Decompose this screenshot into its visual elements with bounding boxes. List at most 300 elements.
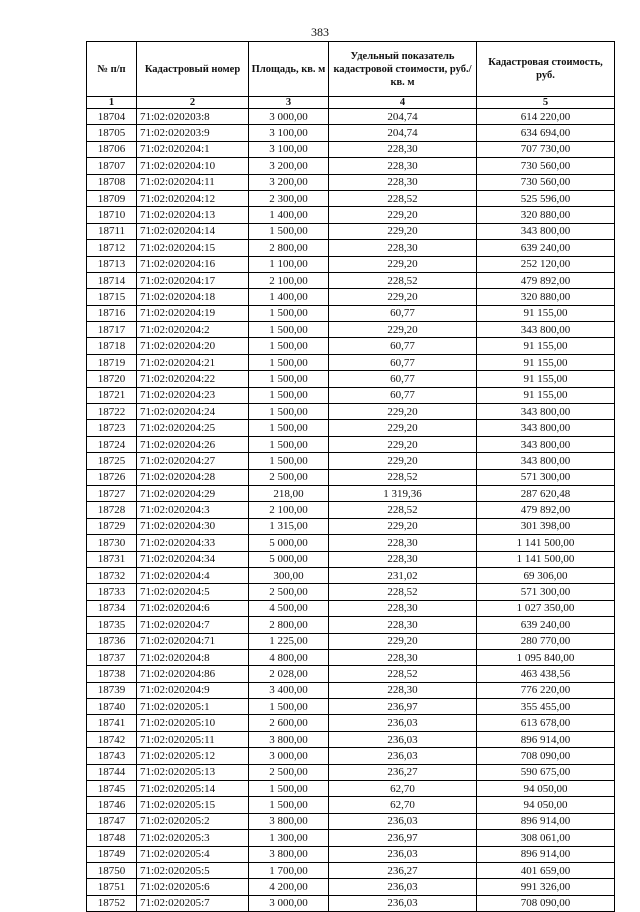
- table-row: [87, 289, 615, 305]
- cadastral-value-cell: 730 560,00: [477, 174, 615, 190]
- row-number-cell: 18737: [87, 649, 137, 665]
- table-row: [87, 862, 615, 878]
- area-cell: 1 500,00: [249, 223, 329, 239]
- cadastral-value-cell: 634 694,00: [477, 125, 615, 141]
- area-cell: 4 500,00: [249, 600, 329, 616]
- cadastral-value-cell: 896 914,00: [477, 731, 615, 747]
- cadastral-number-cell: 71:02:020204:8: [137, 649, 249, 665]
- specific-value-cell: 228,30: [329, 551, 477, 567]
- area-cell: 4 800,00: [249, 649, 329, 665]
- cadastral-number-cell: 71:02:020204:2: [137, 322, 249, 338]
- area-cell: 2 600,00: [249, 715, 329, 731]
- specific-value-cell: 228,52: [329, 584, 477, 600]
- specific-value-cell: 236,03: [329, 846, 477, 862]
- area-cell: 1 400,00: [249, 289, 329, 305]
- table-row: [87, 551, 615, 567]
- cadastral-number-cell: 71:02:020204:18: [137, 289, 249, 305]
- row-number-cell: 18727: [87, 485, 137, 501]
- area-cell: 3 100,00: [249, 125, 329, 141]
- specific-value-cell: 60,77: [329, 387, 477, 403]
- specific-value-cell: 60,77: [329, 371, 477, 387]
- column-number: 1: [87, 97, 137, 109]
- table-row: [87, 633, 615, 649]
- cadastral-value-cell: 343 800,00: [477, 404, 615, 420]
- cadastral-number-cell: 71:02:020204:10: [137, 158, 249, 174]
- table-row: [87, 600, 615, 616]
- area-cell: 3 200,00: [249, 158, 329, 174]
- header-row: [87, 42, 615, 97]
- row-number-cell: 18729: [87, 518, 137, 534]
- cadastral-number-cell: 71:02:020204:5: [137, 584, 249, 600]
- row-number-cell: 18720: [87, 371, 137, 387]
- cadastral-value-cell: 343 800,00: [477, 420, 615, 436]
- specific-value-cell: 229,20: [329, 207, 477, 223]
- header-row-number: № п/п: [87, 42, 137, 97]
- row-number-cell: 18746: [87, 797, 137, 813]
- table-row: [87, 174, 615, 190]
- table-row: [87, 830, 615, 846]
- cadastral-number-cell: 71:02:020204:33: [137, 535, 249, 551]
- table-row: [87, 617, 615, 633]
- area-cell: 2 300,00: [249, 190, 329, 206]
- specific-value-cell: 60,77: [329, 354, 477, 370]
- area-cell: 1 500,00: [249, 436, 329, 452]
- table-row: [87, 781, 615, 797]
- area-cell: 2 500,00: [249, 469, 329, 485]
- cadastral-value-cell: 320 880,00: [477, 207, 615, 223]
- table-row: [87, 223, 615, 239]
- area-cell: 1 500,00: [249, 354, 329, 370]
- area-cell: 300,00: [249, 567, 329, 583]
- row-number-cell: 18711: [87, 223, 137, 239]
- column-number-row: [87, 97, 615, 109]
- cadastral-number-cell: 71:02:020204:15: [137, 240, 249, 256]
- specific-value-cell: 228,30: [329, 682, 477, 698]
- table-row: [87, 453, 615, 469]
- cadastral-value-cell: 91 155,00: [477, 387, 615, 403]
- specific-value-cell: 204,74: [329, 125, 477, 141]
- cadastral-number-cell: 71:02:020204:11: [137, 174, 249, 190]
- area-cell: 1 500,00: [249, 797, 329, 813]
- specific-value-cell: 236,27: [329, 862, 477, 878]
- row-number-cell: 18733: [87, 584, 137, 600]
- specific-value-cell: 228,52: [329, 666, 477, 682]
- area-cell: 3 100,00: [249, 141, 329, 157]
- specific-value-cell: 229,20: [329, 289, 477, 305]
- specific-value-cell: 228,52: [329, 190, 477, 206]
- row-number-cell: 18748: [87, 830, 137, 846]
- area-cell: 1 500,00: [249, 453, 329, 469]
- specific-value-cell: 229,20: [329, 420, 477, 436]
- cadastral-value-cell: 776 220,00: [477, 682, 615, 698]
- row-number-cell: 18726: [87, 469, 137, 485]
- table-row: [87, 485, 615, 501]
- cadastral-value-cell: 896 914,00: [477, 813, 615, 829]
- row-number-cell: 18745: [87, 781, 137, 797]
- area-cell: 3 000,00: [249, 109, 329, 125]
- cadastral-value-cell: 94 050,00: [477, 781, 615, 797]
- table-row: [87, 846, 615, 862]
- specific-value-cell: 60,77: [329, 338, 477, 354]
- specific-value-cell: 228,30: [329, 535, 477, 551]
- cadastral-number-cell: 71:02:020205:2: [137, 813, 249, 829]
- specific-value-cell: 228,52: [329, 272, 477, 288]
- cadastral-table: [86, 41, 615, 912]
- cadastral-value-cell: 91 155,00: [477, 305, 615, 321]
- cadastral-value-cell: 479 892,00: [477, 272, 615, 288]
- table-row: [87, 748, 615, 764]
- cadastral-number-cell: 71:02:020205:13: [137, 764, 249, 780]
- cadastral-number-cell: 71:02:020205:3: [137, 830, 249, 846]
- area-cell: 1 315,00: [249, 518, 329, 534]
- cadastral-value-cell: 613 678,00: [477, 715, 615, 731]
- cadastral-value-cell: 355 455,00: [477, 699, 615, 715]
- cadastral-number-cell: 71:02:020204:23: [137, 387, 249, 403]
- cadastral-number-cell: 71:02:020205:14: [137, 781, 249, 797]
- row-number-cell: 18704: [87, 109, 137, 125]
- cadastral-value-cell: 571 300,00: [477, 469, 615, 485]
- area-cell: 3 200,00: [249, 174, 329, 190]
- table-row: [87, 141, 615, 157]
- cadastral-number-cell: 71:02:020204:1: [137, 141, 249, 157]
- cadastral-value-cell: 280 770,00: [477, 633, 615, 649]
- table-row: [87, 338, 615, 354]
- area-cell: 3 000,00: [249, 895, 329, 911]
- column-number: 2: [137, 97, 249, 109]
- specific-value-cell: 1 319,36: [329, 485, 477, 501]
- cadastral-value-cell: 308 061,00: [477, 830, 615, 846]
- cadastral-value-cell: 91 155,00: [477, 338, 615, 354]
- table-row: [87, 354, 615, 370]
- cadastral-value-cell: 94 050,00: [477, 797, 615, 813]
- specific-value-cell: 228,30: [329, 240, 477, 256]
- table-row: [87, 322, 615, 338]
- area-cell: 1 400,00: [249, 207, 329, 223]
- table-row: [87, 584, 615, 600]
- specific-value-cell: 236,03: [329, 895, 477, 911]
- table-row: [87, 371, 615, 387]
- table-row: [87, 240, 615, 256]
- cadastral-number-cell: 71:02:020205:1: [137, 699, 249, 715]
- header-specific-value: Удельный показатель кадастровой стоимости, руб./кв. м: [329, 42, 477, 97]
- cadastral-number-cell: 71:02:020204:9: [137, 682, 249, 698]
- cadastral-value-cell: 320 880,00: [477, 289, 615, 305]
- cadastral-number-cell: 71:02:020204:20: [137, 338, 249, 354]
- cadastral-value-cell: 525 596,00: [477, 190, 615, 206]
- row-number-cell: 18718: [87, 338, 137, 354]
- cadastral-number-cell: 71:02:020204:16: [137, 256, 249, 272]
- specific-value-cell: 229,20: [329, 518, 477, 534]
- area-cell: 2 100,00: [249, 502, 329, 518]
- row-number-cell: 18750: [87, 862, 137, 878]
- header-cadastral-number: Кадастровый номер: [137, 42, 249, 97]
- table-row: [87, 387, 615, 403]
- table-row: [87, 895, 615, 911]
- header-area: Площадь, кв. м: [249, 42, 329, 97]
- row-number-cell: 18705: [87, 125, 137, 141]
- row-number-cell: 18734: [87, 600, 137, 616]
- cadastral-value-cell: 639 240,00: [477, 240, 615, 256]
- cadastral-value-cell: 708 090,00: [477, 748, 615, 764]
- row-number-cell: 18732: [87, 567, 137, 583]
- area-cell: 1 225,00: [249, 633, 329, 649]
- row-number-cell: 18740: [87, 699, 137, 715]
- row-number-cell: 18715: [87, 289, 137, 305]
- table-row: [87, 190, 615, 206]
- area-cell: 1 500,00: [249, 404, 329, 420]
- specific-value-cell: 228,30: [329, 600, 477, 616]
- cadastral-value-cell: 343 800,00: [477, 223, 615, 239]
- area-cell: 1 100,00: [249, 256, 329, 272]
- area-cell: 3 800,00: [249, 813, 329, 829]
- cadastral-value-cell: 69 306,00: [477, 567, 615, 583]
- table-row: [87, 305, 615, 321]
- cadastral-number-cell: 71:02:020204:27: [137, 453, 249, 469]
- specific-value-cell: 204,74: [329, 109, 477, 125]
- table-row: [87, 666, 615, 682]
- area-cell: 2 800,00: [249, 617, 329, 633]
- area-cell: 1 500,00: [249, 420, 329, 436]
- table-row: [87, 502, 615, 518]
- specific-value-cell: 228,52: [329, 502, 477, 518]
- area-cell: 5 000,00: [249, 535, 329, 551]
- cadastral-number-cell: 71:02:020204:71: [137, 633, 249, 649]
- cadastral-value-cell: 708 090,00: [477, 895, 615, 911]
- cadastral-number-cell: 71:02:020204:28: [137, 469, 249, 485]
- specific-value-cell: 236,03: [329, 731, 477, 747]
- area-cell: 3 800,00: [249, 846, 329, 862]
- cadastral-value-cell: 401 659,00: [477, 862, 615, 878]
- row-number-cell: 18747: [87, 813, 137, 829]
- row-number-cell: 18714: [87, 272, 137, 288]
- cadastral-value-cell: 343 800,00: [477, 453, 615, 469]
- specific-value-cell: 228,30: [329, 158, 477, 174]
- row-number-cell: 18738: [87, 666, 137, 682]
- table-row: [87, 682, 615, 698]
- specific-value-cell: 60,77: [329, 305, 477, 321]
- cadastral-value-cell: 343 800,00: [477, 322, 615, 338]
- cadastral-number-cell: 71:02:020205:11: [137, 731, 249, 747]
- table-row: [87, 109, 615, 125]
- area-cell: 3 000,00: [249, 748, 329, 764]
- specific-value-cell: 228,30: [329, 141, 477, 157]
- table-row: [87, 469, 615, 485]
- table-row: [87, 518, 615, 534]
- area-cell: 1 500,00: [249, 322, 329, 338]
- cadastral-value-cell: 1 141 500,00: [477, 535, 615, 551]
- cadastral-value-cell: 479 892,00: [477, 502, 615, 518]
- area-cell: 1 500,00: [249, 338, 329, 354]
- cadastral-value-cell: 91 155,00: [477, 371, 615, 387]
- cadastral-number-cell: 71:02:020205:10: [137, 715, 249, 731]
- specific-value-cell: 236,27: [329, 764, 477, 780]
- area-cell: 1 500,00: [249, 305, 329, 321]
- cadastral-value-cell: 91 155,00: [477, 354, 615, 370]
- row-number-cell: 18724: [87, 436, 137, 452]
- row-number-cell: 18710: [87, 207, 137, 223]
- cadastral-value-cell: 991 326,00: [477, 879, 615, 895]
- cadastral-number-cell: 71:02:020205:7: [137, 895, 249, 911]
- row-number-cell: 18730: [87, 535, 137, 551]
- cadastral-number-cell: 71:02:020204:17: [137, 272, 249, 288]
- table-row: [87, 436, 615, 452]
- specific-value-cell: 236,03: [329, 879, 477, 895]
- row-number-cell: 18735: [87, 617, 137, 633]
- cadastral-number-cell: 71:02:020204:29: [137, 485, 249, 501]
- cadastral-value-cell: 730 560,00: [477, 158, 615, 174]
- table-row: [87, 813, 615, 829]
- specific-value-cell: 229,20: [329, 404, 477, 420]
- cadastral-value-cell: 301 398,00: [477, 518, 615, 534]
- table-row: [87, 125, 615, 141]
- row-number-cell: 18713: [87, 256, 137, 272]
- specific-value-cell: 236,97: [329, 699, 477, 715]
- row-number-cell: 18749: [87, 846, 137, 862]
- row-number-cell: 18719: [87, 354, 137, 370]
- row-number-cell: 18731: [87, 551, 137, 567]
- row-number-cell: 18708: [87, 174, 137, 190]
- cadastral-value-cell: 1 141 500,00: [477, 551, 615, 567]
- row-number-cell: 18728: [87, 502, 137, 518]
- cadastral-number-cell: 71:02:020204:24: [137, 404, 249, 420]
- row-number-cell: 18725: [87, 453, 137, 469]
- area-cell: 1 300,00: [249, 830, 329, 846]
- table-row: [87, 158, 615, 174]
- row-number-cell: 18743: [87, 748, 137, 764]
- header-cadastral-value: Кадастровая стоимость, руб.: [477, 42, 615, 97]
- row-number-cell: 18712: [87, 240, 137, 256]
- cadastral-number-cell: 71:02:020204:4: [137, 567, 249, 583]
- cadastral-number-cell: 71:02:020204:21: [137, 354, 249, 370]
- cadastral-value-cell: 463 438,56: [477, 666, 615, 682]
- area-cell: 1 700,00: [249, 862, 329, 878]
- cadastral-value-cell: 614 220,00: [477, 109, 615, 125]
- table-row: [87, 649, 615, 665]
- cadastral-value-cell: 343 800,00: [477, 436, 615, 452]
- table-row: [87, 404, 615, 420]
- specific-value-cell: 228,52: [329, 469, 477, 485]
- row-number-cell: 18722: [87, 404, 137, 420]
- cadastral-value-cell: 571 300,00: [477, 584, 615, 600]
- table-body: [87, 109, 615, 912]
- table-row: [87, 420, 615, 436]
- row-number-cell: 18752: [87, 895, 137, 911]
- specific-value-cell: 228,30: [329, 617, 477, 633]
- cadastral-number-cell: 71:02:020205:12: [137, 748, 249, 764]
- cadastral-number-cell: 71:02:020203:8: [137, 109, 249, 125]
- specific-value-cell: 228,30: [329, 649, 477, 665]
- cadastral-value-cell: 252 120,00: [477, 256, 615, 272]
- cadastral-number-cell: 71:02:020204:30: [137, 518, 249, 534]
- cadastral-number-cell: 71:02:020204:26: [137, 436, 249, 452]
- cadastral-value-cell: 590 675,00: [477, 764, 615, 780]
- cadastral-value-cell: 1 095 840,00: [477, 649, 615, 665]
- area-cell: 2 100,00: [249, 272, 329, 288]
- specific-value-cell: 62,70: [329, 781, 477, 797]
- row-number-cell: 18716: [87, 305, 137, 321]
- cadastral-number-cell: 71:02:020204:14: [137, 223, 249, 239]
- specific-value-cell: 228,30: [329, 174, 477, 190]
- area-cell: 2 028,00: [249, 666, 329, 682]
- area-cell: 3 400,00: [249, 682, 329, 698]
- cadastral-number-cell: 71:02:020204:6: [137, 600, 249, 616]
- area-cell: 3 800,00: [249, 731, 329, 747]
- area-cell: 1 500,00: [249, 781, 329, 797]
- specific-value-cell: 62,70: [329, 797, 477, 813]
- specific-value-cell: 229,20: [329, 223, 477, 239]
- table-row: [87, 879, 615, 895]
- table-row: [87, 715, 615, 731]
- cadastral-number-cell: 71:02:020204:3: [137, 502, 249, 518]
- specific-value-cell: 236,03: [329, 813, 477, 829]
- specific-value-cell: 229,20: [329, 436, 477, 452]
- cadastral-number-cell: 71:02:020205:4: [137, 846, 249, 862]
- cadastral-number-cell: 71:02:020204:25: [137, 420, 249, 436]
- cadastral-number-cell: 71:02:020205:5: [137, 862, 249, 878]
- specific-value-cell: 236,97: [329, 830, 477, 846]
- row-number-cell: 18742: [87, 731, 137, 747]
- area-cell: 4 200,00: [249, 879, 329, 895]
- row-number-cell: 18721: [87, 387, 137, 403]
- specific-value-cell: 236,03: [329, 748, 477, 764]
- table-row: [87, 764, 615, 780]
- cadastral-number-cell: 71:02:020204:7: [137, 617, 249, 633]
- area-cell: 1 500,00: [249, 387, 329, 403]
- table-row: [87, 256, 615, 272]
- column-number: 4: [329, 97, 477, 109]
- row-number-cell: 18717: [87, 322, 137, 338]
- row-number-cell: 18739: [87, 682, 137, 698]
- cadastral-value-cell: 896 914,00: [477, 846, 615, 862]
- cadastral-number-cell: 71:02:020205:6: [137, 879, 249, 895]
- area-cell: 1 500,00: [249, 371, 329, 387]
- cadastral-value-cell: 639 240,00: [477, 617, 615, 633]
- cadastral-number-cell: 71:02:020204:13: [137, 207, 249, 223]
- specific-value-cell: 236,03: [329, 715, 477, 731]
- table-row: [87, 699, 615, 715]
- area-cell: 218,00: [249, 485, 329, 501]
- cadastral-number-cell: 71:02:020204:86: [137, 666, 249, 682]
- cadastral-number-cell: 71:02:020205:15: [137, 797, 249, 813]
- table-row: [87, 731, 615, 747]
- row-number-cell: 18707: [87, 158, 137, 174]
- table-row: [87, 535, 615, 551]
- row-number-cell: 18741: [87, 715, 137, 731]
- column-number: 3: [249, 97, 329, 109]
- row-number-cell: 18736: [87, 633, 137, 649]
- cadastral-value-cell: 1 027 350,00: [477, 600, 615, 616]
- specific-value-cell: 229,20: [329, 256, 477, 272]
- cadastral-number-cell: 71:02:020204:19: [137, 305, 249, 321]
- table-row: [87, 567, 615, 583]
- area-cell: 1 500,00: [249, 699, 329, 715]
- area-cell: 2 800,00: [249, 240, 329, 256]
- cadastral-number-cell: 71:02:020204:12: [137, 190, 249, 206]
- table-row: [87, 272, 615, 288]
- specific-value-cell: 231,02: [329, 567, 477, 583]
- row-number-cell: 18709: [87, 190, 137, 206]
- specific-value-cell: 229,20: [329, 633, 477, 649]
- area-cell: 2 500,00: [249, 764, 329, 780]
- row-number-cell: 18706: [87, 141, 137, 157]
- page-number: 383: [311, 25, 329, 39]
- table-row: [87, 797, 615, 813]
- cadastral-number-cell: 71:02:020203:9: [137, 125, 249, 141]
- column-number: 5: [477, 97, 615, 109]
- area-cell: 2 500,00: [249, 584, 329, 600]
- specific-value-cell: 229,20: [329, 453, 477, 469]
- table-row: [87, 207, 615, 223]
